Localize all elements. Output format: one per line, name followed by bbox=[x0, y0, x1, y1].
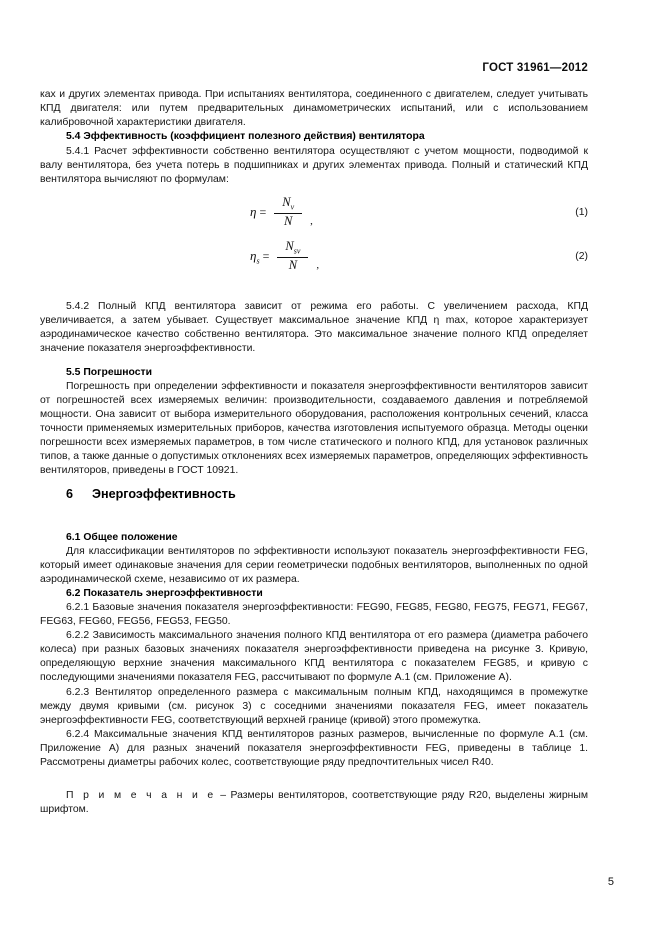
formula-1-denominator: N bbox=[284, 214, 293, 229]
formula-2-trailing-punctuation: , bbox=[316, 258, 320, 271]
paragraph-6-2-4: 6.2.4 Максимальные значения КПД вентиляторов разных размеров, вычисленные по формуле А.1 (см. Приложение А) для разных значений показателя энергоэффективности FEG, приведены в таблице 1. Рассмотрены диаметры рабочих колес, соответствующие ряду предпочтительных чисел R40. bbox=[40, 729, 588, 769]
paragraph-5-4-1-block bbox=[40, 145, 588, 187]
formula-2-number: (2) bbox=[575, 251, 588, 262]
formula-2-numerator-subscript: sv bbox=[293, 246, 301, 256]
paragraph-5-4-1: 5.4.1 Расчет эффективности собственно вентилятора осуществляют с учетом мощности, подводимой к валу вентилятора, без учета потерь в подшипниках и других элементах привода. Полный и статический КПД вентилятора вычисляют по формулам: bbox=[40, 146, 588, 186]
formula-2-denominator: N bbox=[288, 258, 298, 273]
note-primechanie bbox=[40, 789, 588, 817]
formula-1-lhs: η bbox=[250, 204, 257, 220]
note-label: П р и м е ч а н и е bbox=[66, 790, 216, 801]
paragraph-5-4-2: 5.4.2 Полный КПД вентилятора зависит от режима его работы. С увеличением расхода, КПД увеличивается, а затем убывает. Существует максимальное значение КПД η max, которое характеризует аэродинамическое качество собственно вентилятора. Это максимальное значение полного КПД определяет значение показателя энергоэффективности. bbox=[40, 301, 588, 355]
heading-6-1: 6.1 Общее положение bbox=[66, 532, 178, 543]
heading-5-4: 5.4 Эффективность (коэффициент полезного действия) вентилятора bbox=[66, 131, 425, 142]
formula-1-fraction bbox=[274, 196, 302, 229]
note-block bbox=[40, 789, 588, 817]
paragraph-6-2-4-block bbox=[40, 728, 588, 770]
paragraph-6-1-block bbox=[40, 545, 588, 587]
heading-6-2: 6.2 Показатель энергоэффективности bbox=[66, 588, 263, 599]
formula-2-lhs: $\eta_s$ bbox=[250, 247, 260, 266]
note-text: – Размеры вентиляторов, соответствующие ряду R20, выделены жирным шрифтом. bbox=[40, 790, 588, 816]
formula-1-numerator: $N_v$ bbox=[282, 195, 295, 212]
heading-5-5: 5.5 Погрешности bbox=[66, 367, 153, 378]
heading-6-1-block bbox=[40, 531, 588, 545]
section-6-heading-block bbox=[40, 486, 588, 502]
heading-5-5-block bbox=[40, 366, 588, 380]
formula-1-numerator-subscript: v bbox=[290, 202, 295, 212]
heading-6-2-block bbox=[40, 587, 588, 601]
section-6-number: 6 bbox=[66, 487, 74, 501]
formula-list bbox=[40, 196, 588, 284]
formula-2-numerator: $N_{sv}$ bbox=[285, 239, 301, 256]
formula-2-lhs-subscript: s bbox=[256, 256, 260, 266]
formula-2-fraction bbox=[277, 240, 308, 273]
paragraph-6-2-3-block bbox=[40, 686, 588, 728]
paragraph-continued-block bbox=[40, 88, 588, 130]
formula-row-2 bbox=[40, 240, 588, 284]
paragraph-6-2-3: 6.2.3 Вентилятор определенного размера с максимальным полным КПД, находящимся в промежутке между двумя кривыми (см. рисунок 3) с соседними значениями показателя FEG, имеет показатель энергоэффективности FEG, соответствующий верхней границе (кривой) этого промежутка. bbox=[40, 687, 588, 727]
paragraph-6-2-2-block bbox=[40, 629, 588, 685]
paragraph-6-1: Для классификации вентиляторов по эффективности используют показатель энергоэффективности FEG, который имеет одинаковые значения для серии геометрически подобных вентиляторов, выполненных по одной аэродинамической схеме, независимо от их размера. bbox=[40, 546, 588, 586]
paragraph-6-2-1-block bbox=[40, 601, 588, 629]
section-6-heading bbox=[40, 486, 588, 502]
paragraph-6-2-1: 6.2.1 Базовые значения показателя энергоэффективности: FEG90, FEG85, FEG80, FEG75, FEG71, FEG67, FEG63, FEG60, FEG56, FEG53, FEG50. bbox=[40, 602, 588, 628]
formula-1-trailing-punctuation: , bbox=[310, 214, 313, 227]
standard-header: ГОСТ 31961—2012 bbox=[482, 62, 588, 74]
section-6-title: Энергоэффективность bbox=[92, 487, 236, 501]
formula-row-1 bbox=[40, 196, 588, 240]
paragraph-continued: ках и других элементах привода. При испытаниях вентилятора, соединенного с двигателем, следует учитывать КПД двигателя: или путем предварительных динамометрических испытаний, или с использованием калибровочной характеристики двигателя. bbox=[40, 89, 588, 129]
formula-1-number: (1) bbox=[575, 207, 588, 218]
formula-1-equals: = bbox=[259, 204, 267, 219]
paragraph-5-4-2-block bbox=[40, 300, 588, 356]
page-number: 5 bbox=[607, 876, 614, 888]
heading-5-4-block bbox=[40, 130, 588, 144]
formula-2-equals: = bbox=[262, 248, 270, 263]
paragraph-5-5: Погрешность при определении эффективности и показателя энергоэффективности вентиляторов зависит от погрешностей всех измеряемых величин: производительности, создаваемого давления и потребляемой мощности. Она зависит от выбора измерительного оборудования, расположения контрольных сечений, класса точности применяемых измерительных приборов, качества изготовления испытуемого образца. Методы оценки погрешности всех измеряемых параметров, в том числе статического и полного КПД, для установок различных типов, а также данные о допустимых отклонениях всех измеряемых параметров, определяющих эффективность вентиляторов, приведены в ГОСТ 10921. bbox=[40, 381, 588, 477]
formula-2-expression bbox=[250, 240, 319, 273]
paragraph-5-5-block bbox=[40, 380, 588, 478]
formula-1-expression bbox=[250, 196, 313, 229]
paragraph-6-2-2: 6.2.2 Зависимость максимального значения полного КПД вентилятора от его размера (диаметра рабочего колеса) при разных базовых значениях показателя энергоэффективности приведена на рисунке 3. Кривую, определяющую верхние значения максимального КПД вентилятора с показателем FEG85, и кривую с последующими значениями показателя FEG, рассчитывают по формуле А.1 (см. Приложение А). bbox=[40, 630, 588, 684]
